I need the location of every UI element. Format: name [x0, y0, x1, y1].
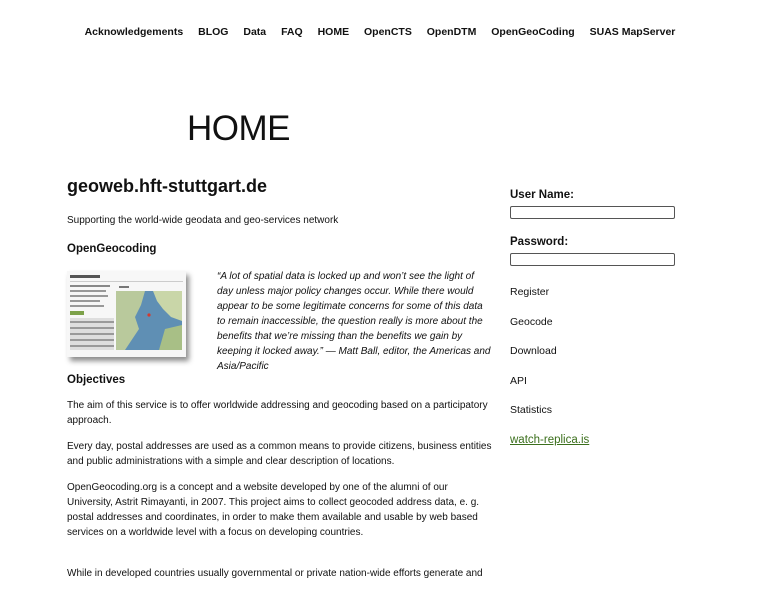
top-navigation [0, 26, 760, 38]
feature-block [67, 269, 492, 372]
register-link[interactable]: Register [510, 286, 550, 298]
paragraph-developed-countries: While in developed countries usually governmental or private nation-wide efforts generate and [67, 568, 483, 579]
api-link[interactable]: API [510, 374, 527, 387]
page-title: HOME [187, 109, 290, 148]
username-label: User Name: [510, 189, 574, 201]
sidebar-item [510, 314, 690, 344]
paragraph-postal-addresses: Every day, postal addresses are used as a common means to provide citizens, business entities and public administrations with a simple and clear description of locations. [67, 441, 492, 467]
sidebar-item [510, 373, 690, 403]
statistics-link[interactable]: Statistics [510, 404, 553, 416]
nav-opendtm[interactable]: OpenDTM [426, 26, 477, 38]
paragraph-opengeocoding-org: OpenGeocoding.org is a concept and a website developed by one of the alumni of our University, Astrit Rimayanti, in 2007. This project aims to collect geocoded address data, e. g. postal addresses and coordinates, in order to make them available and usable by web based services on a worldwide level with a focus on developing countries. [67, 482, 480, 538]
nav-data[interactable]: Data [243, 26, 267, 38]
nav-blog[interactable]: BLOG [198, 26, 229, 38]
nav-suas-mapserver[interactable]: SUAS MapServer [589, 26, 676, 38]
sidebar-item [510, 343, 690, 373]
main-content [67, 174, 492, 581]
geocode-link[interactable]: Geocode [510, 315, 553, 328]
sidebar [510, 187, 690, 461]
map-screenshot-image [67, 271, 186, 357]
nav-faq[interactable]: FAQ [281, 26, 303, 38]
paragraph-aim: The aim of this service is to offer worldwide addressing and geocoding based on a participatory approach. [67, 400, 488, 426]
objectives-heading: Objectives [67, 374, 126, 386]
password-input[interactable] [510, 253, 675, 266]
nav-opencts[interactable]: OpenCTS [364, 26, 412, 38]
sidebar-item [510, 284, 690, 314]
site-title: geoweb.hft-stuttgart.de [67, 176, 267, 196]
nav-home[interactable]: HOME [317, 26, 350, 38]
sidebar-menu [510, 284, 690, 461]
password-label: Password: [510, 236, 569, 248]
sidebar-item [510, 402, 690, 432]
opengeocoding-screenshot-thumbnail[interactable] [67, 271, 186, 357]
opengeocoding-heading: OpenGeocoding [67, 243, 157, 255]
watch-replica-link[interactable]: watch-replica.is [510, 433, 590, 446]
quote-text: “A lot of spatial data is locked up and won’t see the light of day unless major policy changes occur. While there would appear to be some legitimate concerns for some of this data to remain inaccessible, the question really is more about the benefits that we’re missing than the benefits we gain by keeping it locked away.” — Matt Ball, editor, the Americas and Asia/Pacific [217, 271, 491, 372]
nav-acknowledgements[interactable]: Acknowledgements [84, 26, 184, 38]
sidebar-item [510, 432, 690, 462]
download-link[interactable]: Download [510, 345, 557, 357]
nav-opengeocoding[interactable]: OpenGeoCoding [491, 26, 575, 38]
username-input[interactable] [510, 206, 675, 219]
tagline: Supporting the world-wide geodata and geo-services network [67, 215, 339, 226]
